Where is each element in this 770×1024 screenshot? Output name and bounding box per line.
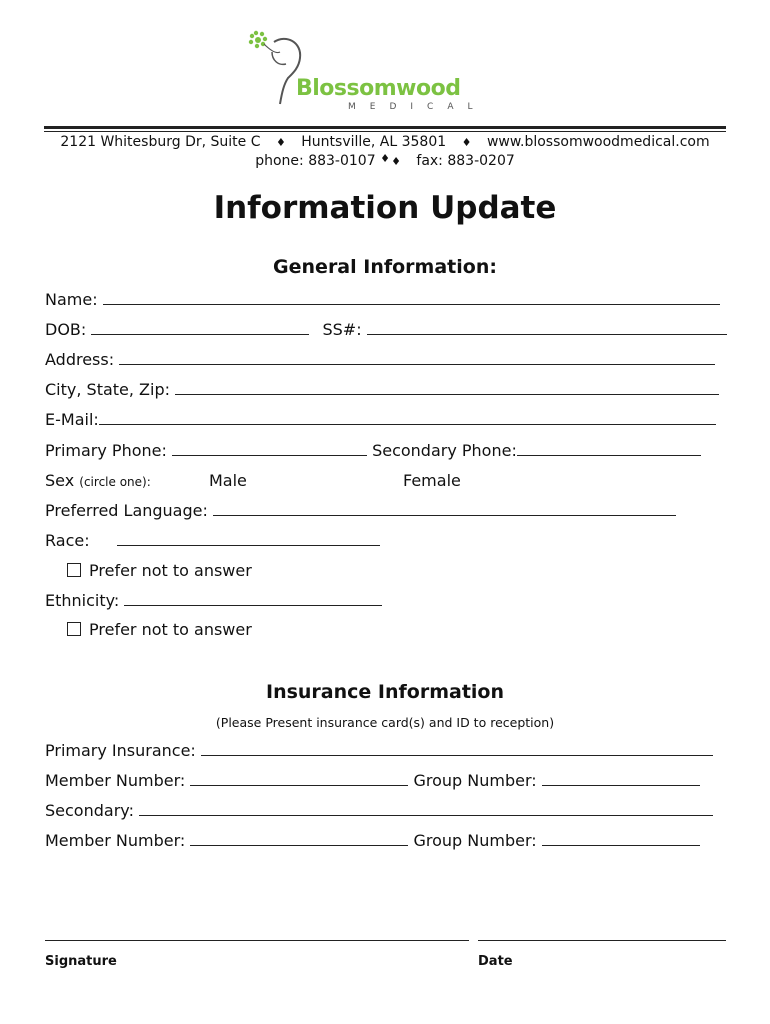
race-field[interactable]	[117, 531, 380, 546]
date-label: Date	[478, 954, 513, 969]
email-field[interactable]	[99, 410, 716, 425]
city-label: City, State, Zip:	[45, 380, 171, 399]
signature-line[interactable]	[45, 940, 469, 941]
race-row	[45, 531, 380, 550]
signature-label: Signature	[45, 954, 117, 969]
race-label: Race:	[45, 531, 90, 550]
brand-name: Blossomwood	[296, 76, 461, 101]
logo	[244, 30, 487, 114]
header-rule-thin	[44, 131, 726, 132]
diamond-separator: ♦	[391, 155, 401, 168]
ethnicity-field[interactable]	[124, 591, 382, 606]
sex-label: Sex	[45, 471, 75, 490]
primary-insurance-row	[45, 741, 713, 760]
race-prefer-row	[67, 561, 252, 580]
sex-row	[45, 471, 461, 490]
group-number-field-1[interactable]	[542, 771, 700, 786]
language-label: Preferred Language:	[45, 501, 208, 520]
ethnicity-label: Ethnicity:	[45, 591, 120, 610]
diamond-separator: ♦	[380, 152, 390, 165]
email-row	[45, 410, 716, 429]
insurance-note: (Please Present insurance card(s) and ID to reception)	[215, 715, 555, 730]
city-row	[45, 380, 719, 399]
secondary-row	[45, 801, 713, 820]
ethnicity-prefer-label: Prefer not to answer	[89, 620, 252, 639]
group-number-label: Group Number:	[413, 831, 537, 850]
diamond-separator: ♦	[275, 136, 286, 149]
secondary-phone-label: Secondary Phone:	[372, 441, 517, 460]
email-label: E-Mail:	[45, 410, 99, 429]
primary-phone-field[interactable]	[172, 441, 367, 456]
ethnicity-prefer-row	[67, 620, 252, 639]
language-field[interactable]	[213, 501, 676, 516]
member-group-row-2	[45, 831, 700, 850]
ethnicity-prefer-checkbox[interactable]	[67, 622, 81, 636]
brand-subtitle: MEDICAL	[348, 102, 487, 112]
name-field[interactable]	[103, 290, 720, 305]
date-line[interactable]	[478, 940, 726, 941]
dob-ssn-row	[45, 320, 727, 339]
header-rule-thick	[44, 126, 726, 129]
member-number-field-2[interactable]	[190, 831, 408, 846]
member-number-label: Member Number:	[45, 771, 186, 790]
ssn-field[interactable]	[367, 320, 727, 335]
diamond-separator: ♦	[461, 136, 472, 149]
race-prefer-label: Prefer not to answer	[89, 561, 252, 580]
address-line-2	[44, 153, 726, 169]
language-row	[45, 501, 676, 520]
ethnicity-row	[45, 591, 382, 610]
member-number-field-1[interactable]	[190, 771, 408, 786]
ssn-label: SS#:	[322, 320, 362, 339]
address-row	[45, 350, 715, 369]
secondary-insurance-field[interactable]	[139, 801, 713, 816]
street-address: 2121 Whitesburg Dr, Suite C	[60, 134, 261, 150]
phone-row	[45, 441, 701, 460]
name-row	[45, 290, 720, 309]
group-number-label: Group Number:	[413, 771, 537, 790]
general-heading: General Information:	[273, 256, 497, 278]
insurance-heading: Insurance Information	[266, 681, 504, 703]
member-group-row-1	[45, 771, 700, 790]
phone: phone: 883-0107	[255, 153, 376, 169]
website: www.blossomwoodmedical.com	[486, 134, 710, 150]
male-option[interactable]: Male	[209, 471, 247, 490]
page-title: Information Update	[213, 190, 557, 226]
dob-label: DOB:	[45, 320, 87, 339]
primary-phone-label: Primary Phone:	[45, 441, 167, 460]
address-field[interactable]	[119, 350, 715, 365]
circle-one-hint: (circle one):	[79, 475, 151, 489]
member-number-label: Member Number:	[45, 831, 186, 850]
secondary-phone-field[interactable]	[517, 441, 701, 456]
city-state-zip-field[interactable]	[175, 380, 719, 395]
race-prefer-checkbox[interactable]	[67, 563, 81, 577]
name-label: Name:	[45, 290, 98, 309]
female-option[interactable]: Female	[403, 471, 461, 490]
primary-insurance-label: Primary Insurance:	[45, 741, 196, 760]
primary-insurance-field[interactable]	[201, 741, 713, 756]
secondary-label: Secondary:	[45, 801, 134, 820]
city-address: Huntsville, AL 35801	[301, 134, 447, 150]
address-label: Address:	[45, 350, 115, 369]
dob-field[interactable]	[91, 320, 309, 335]
group-number-field-2[interactable]	[542, 831, 700, 846]
fax: fax: 883-0207	[416, 153, 515, 169]
